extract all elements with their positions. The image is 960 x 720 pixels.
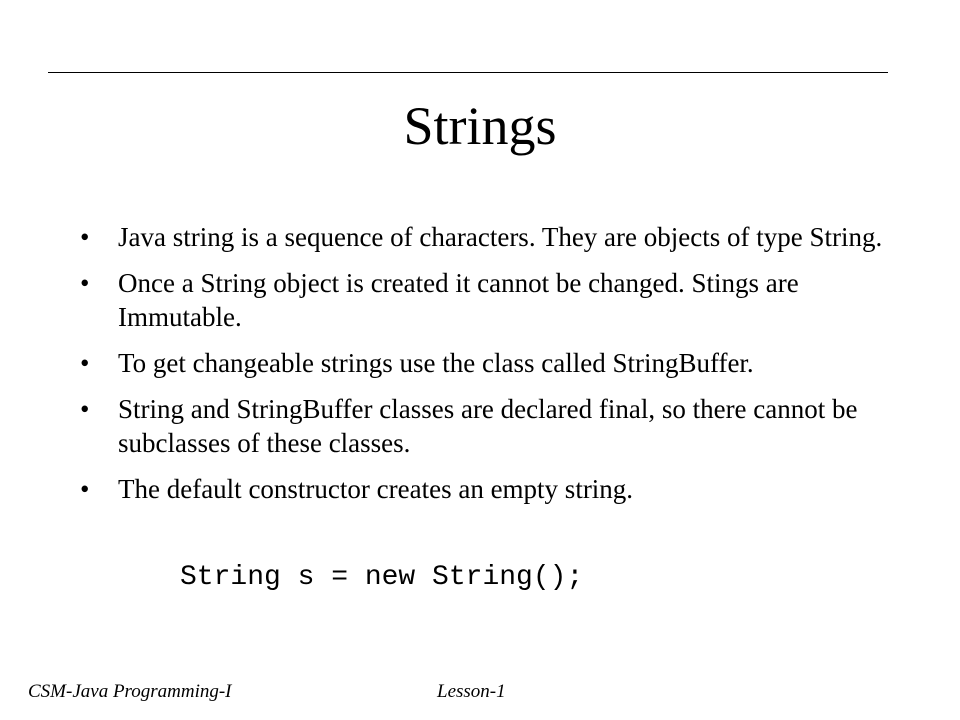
bullet-text-3: To get changeable strings use the class called StringBuffer. <box>118 348 754 378</box>
footer-course: CSM-Java Programming-I <box>28 681 232 702</box>
bullet-list <box>80 220 900 518</box>
bullet-text-4: String and StringBuffer classes are declared final, so there cannot be subclasses of these classes. <box>118 394 858 458</box>
code-example: String s = new String(); <box>180 562 584 593</box>
bullet-text-1: Java string is a sequence of characters. They are objects of type String. <box>118 222 883 252</box>
bullet-item-5 <box>80 472 900 506</box>
footer-lesson: Lesson-1 <box>437 681 506 702</box>
bullet-item-2 <box>80 266 900 334</box>
bullet-dot-icon: • <box>80 222 90 252</box>
bullet-dot-icon: • <box>80 394 90 424</box>
slide-title: Strings <box>403 96 557 156</box>
bullet-dot-icon: • <box>80 348 90 378</box>
top-divider <box>48 72 888 73</box>
bullet-text-5: The default constructor creates an empty string. <box>118 474 634 504</box>
bullet-item-4 <box>80 392 900 460</box>
bullet-dot-icon: • <box>80 474 90 504</box>
bullet-item-1 <box>80 220 900 254</box>
bullet-item-3 <box>80 346 900 380</box>
bullet-dot-icon: • <box>80 268 90 298</box>
bullet-text-2: Once a String object is created it cannot be changed. Stings are Immutable. <box>118 268 799 332</box>
